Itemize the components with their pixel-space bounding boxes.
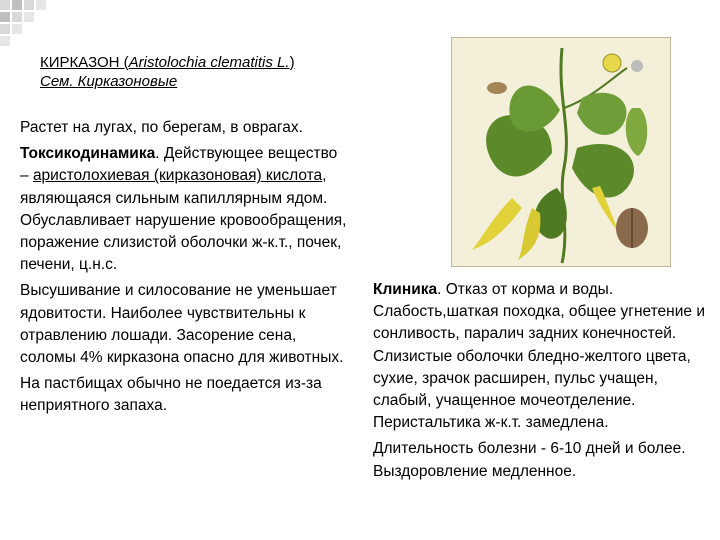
page-title: КИРКАЗОН (Aristolochia clematitis L.)	[40, 54, 295, 71]
active-substance: аристолохиевая (кирказоновая) кислота	[32, 167, 323, 185]
drying-paragraph: Высушивание и силосование не уменьшает ядовитости. Наиболее чувствительны к отравлению лошади. Засорение сена, соломы 4% кирказона опасно для животных.	[20, 282, 344, 367]
habitat-paragraph: Растет на лугах, по берегам, в оврагах.	[20, 119, 303, 136]
duration-paragraph: Длительность болезни - 6-10 дней и более. Выздоровление медленное.	[373, 440, 686, 480]
latin-name: Aristolochia clematitis L.	[128, 54, 290, 71]
toxicodynamics-paragraph: Токсикодинамика. Действующее вещество – аристолохиевая (кирказоновая) кислота, являющаяся сильным капиллярным ядом. Обуславливает нарушение кровообращения, поражение слизистой оболочки ж-к.т., почек, печени, ц.н.с.	[20, 145, 347, 274]
toxicodynamics-label: Токсикодинамика	[20, 145, 156, 163]
clinic-paragraph: Клиника. Отказ от корма и воды. Слабость,шаткая походка, общее угнетение и сонливость, паралич задних конечностей. Слизистые оболочки бледно-желтого цвета, сухие, зрачок расширен, пульс учащен, слабый, учащенное мочеотделение. Перистальтика ж-к.т. замедлена.	[373, 281, 705, 432]
family-name: Сем. Кирказоновые	[40, 73, 178, 90]
left-text-column	[20, 117, 350, 422]
right-text-column	[373, 279, 713, 487]
clinic-label: Клиника	[373, 281, 438, 298]
pasture-paragraph: На пастбищах обычно не поедается из-за неприятного запаха.	[20, 375, 322, 415]
plant-illustration	[451, 37, 671, 267]
